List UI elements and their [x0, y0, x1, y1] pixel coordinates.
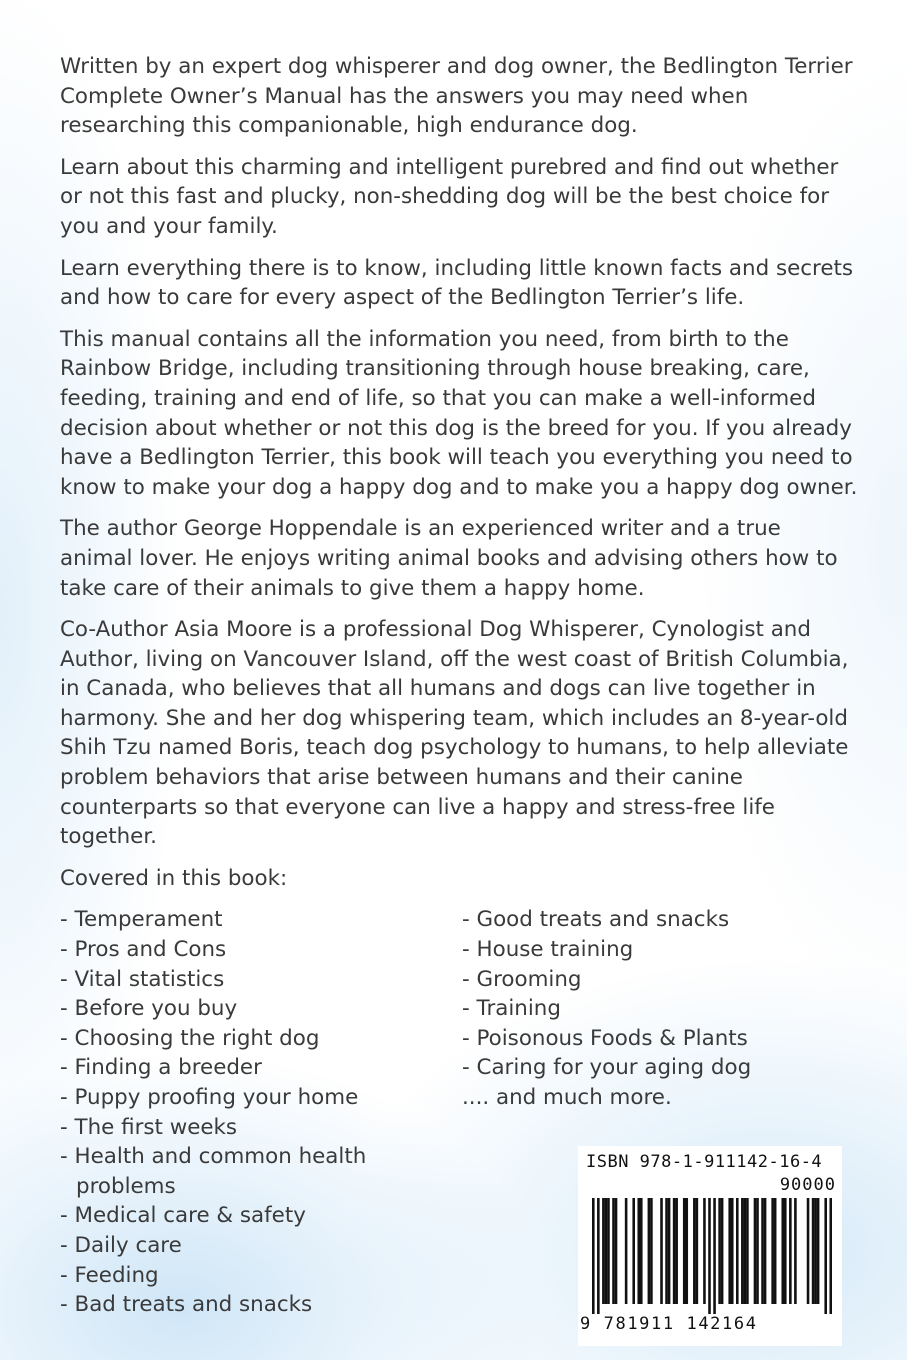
- barcode-bar: [637, 1198, 640, 1304]
- list-item: - Finding a breeder: [60, 1055, 262, 1081]
- list-item: - Poisonous Foods & Plants: [462, 1025, 748, 1051]
- barcode-bar: [754, 1198, 757, 1304]
- barcode-bar: [824, 1198, 827, 1314]
- list-item: - Vital statistics: [60, 966, 225, 992]
- list-item: - Daily care: [60, 1232, 182, 1258]
- barcode-bar: [807, 1198, 810, 1304]
- list-item: - Caring for your aging dog: [462, 1055, 752, 1081]
- barcode-bar: [685, 1198, 688, 1304]
- description-paragraph-2: Learn about this charming and intelligent purebred and find out whether or not this fast and plucky, non-shedding dog will be the best choice for you and your family.: [60, 154, 839, 239]
- barcode-bar: [718, 1198, 721, 1304]
- barcode-bar: [612, 1198, 615, 1304]
- barcode-bar: [736, 1198, 739, 1304]
- barcode-bar: [744, 1198, 747, 1304]
- barcode-bar: [696, 1198, 699, 1304]
- barcode-bar: [761, 1198, 764, 1304]
- barcode-bar: [640, 1198, 643, 1304]
- barcode-bar: [597, 1198, 600, 1314]
- list-item: - Puppy proofing your home: [60, 1085, 359, 1110]
- isbn-text: ISBN 978-1-911142-16-4: [586, 1152, 823, 1172]
- barcode-bar: [812, 1198, 815, 1304]
- barcode-bar: [741, 1198, 744, 1304]
- list-item: .... and much more.: [462, 1085, 672, 1110]
- barcode-bar: [829, 1198, 832, 1314]
- list-item: - Feeding: [60, 1262, 159, 1288]
- barcode-bar: [746, 1198, 749, 1304]
- list-item: - House training: [462, 937, 634, 963]
- covered-heading: Covered in this book:: [60, 865, 288, 891]
- barcode-bar: [814, 1198, 817, 1304]
- isbn-barcode: [578, 1146, 842, 1346]
- barcode-bar: [728, 1198, 731, 1304]
- barcode-bar: [784, 1198, 787, 1304]
- topics-list-left: [60, 905, 462, 1319]
- list-item: - Choosing the right dog: [60, 1025, 320, 1051]
- barcode-bar: [660, 1198, 663, 1304]
- barcode-bar: [781, 1198, 784, 1304]
- barcode-bar: [673, 1198, 676, 1304]
- list-item: - The first weeks: [60, 1114, 238, 1140]
- list-item: - Good treats and snacks: [462, 907, 730, 933]
- barcode-bar: [625, 1198, 628, 1304]
- barcode-bar: [650, 1198, 653, 1304]
- description-paragraph-3: Learn everything there is to know, including little known facts and secrets and how to care for every aspect of the Bedlington Terrier’s life.: [60, 255, 854, 311]
- barcode-bar: [668, 1198, 671, 1304]
- barcode-bar: [693, 1198, 696, 1304]
- barcode-bar: [756, 1198, 759, 1304]
- ean-number: 9 781911 142164: [580, 1314, 758, 1334]
- barcode-bar: [721, 1198, 724, 1304]
- cover-text: [60, 52, 860, 1320]
- list-item: - Grooming: [462, 966, 582, 992]
- barcode-bar: [764, 1198, 767, 1304]
- barcode-bars: [592, 1198, 832, 1314]
- list-item: - Training: [462, 996, 561, 1022]
- barcode-bar: [675, 1198, 678, 1304]
- barcode-bar: [665, 1198, 668, 1304]
- barcode-bar: [632, 1198, 635, 1304]
- barcode-bar: [592, 1198, 595, 1314]
- barcode-bar: [703, 1198, 706, 1304]
- barcode-bar: [708, 1198, 711, 1314]
- list-item: - Health and common health problems: [60, 1144, 367, 1199]
- price-code: 90000: [779, 1175, 836, 1195]
- description-paragraph-4: This manual contains all the information you need, from birth to the Rainbow Bridge, including transitioning through house breaking, care, feeding, training and end of life, so that you can make a well-informed decision about whether or not this dog is the breed for you. If you already have a Bedlington Terrier, this book will teach you everything you need to know to make your dog a happy dog and to make you a happy dog owner.: [60, 326, 858, 500]
- list-item: - Bad treats and snacks: [60, 1292, 313, 1318]
- description-paragraph-1: Written by an expert dog whisperer and dog owner, the Bedlington Terrier Complete Owner’s Manual has the answers you may need when researching this companionable, high endurance dog.: [60, 54, 853, 139]
- barcode-bar: [602, 1198, 605, 1304]
- barcode-bar: [731, 1198, 734, 1304]
- barcode-bar: [605, 1198, 608, 1304]
- barcode-bar: [683, 1198, 686, 1304]
- list-item: - Before you buy: [60, 996, 238, 1022]
- author-bio-paragraph: The author George Hoppendale is an experienced writer and a true animal lover. He enjoys writing animal books and advising others how to take care of their animals to give them a happy home.: [60, 516, 838, 601]
- list-item: - Temperament: [60, 907, 223, 933]
- coauthor-bio-paragraph: Co-Author Asia Moore is a professional Dog Whisperer, Cynologist and Author, living on Vancouver Island, off the west coast of British Columbia, in Canada, who believes that all humans and dogs can live together in harmony. She and her dog whispering team, which includes an 8-year-old Shih Tzu named Boris, teach dog psychology to humans, to help alleviate problem behaviors that arise between humans and their canine counterparts so that everyone can live a happy and stress-free life together.: [60, 617, 849, 850]
- barcode-bar: [648, 1198, 651, 1304]
- barcode-bar: [774, 1198, 777, 1304]
- barcode-bar: [615, 1198, 618, 1304]
- list-item: - Pros and Cons: [60, 937, 227, 963]
- barcode-bar: [817, 1198, 820, 1304]
- barcode-bar: [713, 1198, 716, 1314]
- barcode-bar: [794, 1198, 797, 1304]
- barcode-bar: [789, 1198, 792, 1304]
- barcode-bar: [771, 1198, 774, 1304]
- list-item: - Medical care & safety: [60, 1203, 306, 1229]
- barcode-bar: [607, 1198, 610, 1304]
